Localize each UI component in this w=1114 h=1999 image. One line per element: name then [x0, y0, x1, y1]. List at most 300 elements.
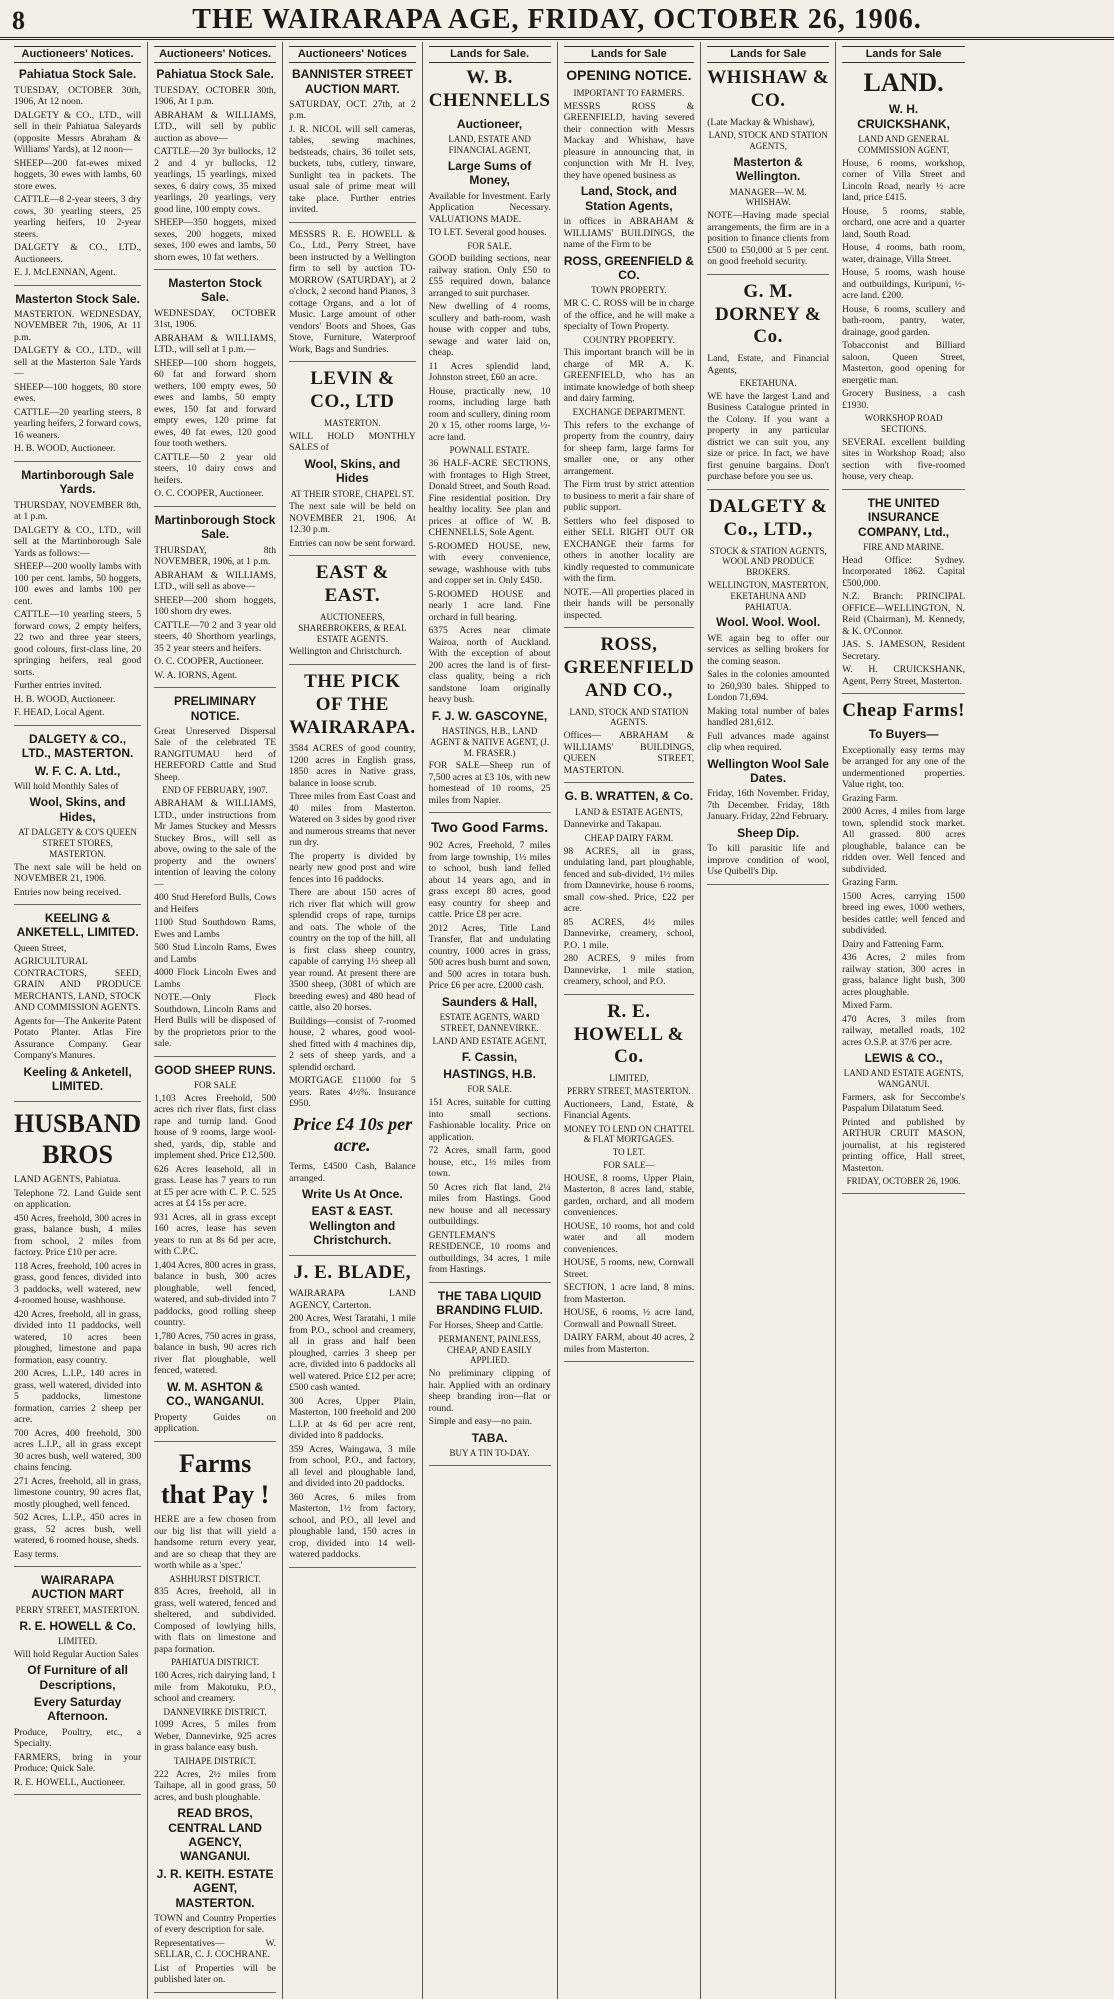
advertisement-text: MESSRS ROSS & GREENFIELD, having severed their connection with Messrs Mackay and Whishaw, have pleasure in announcing that, in conjunction with Mr H. Ivey, they have opened business as: [563, 100, 695, 181]
advertisement-title: ROSS, GREENFIELD AND CO.,: [563, 634, 695, 701]
advertisement-text: WORKSHOP ROAD SECTIONS.: [864, 413, 943, 435]
advertisement-text: LAND AND ESTATE AGENT,: [432, 1035, 547, 1046]
advertisement-text: WE have the largest Land and Business Catalogue printed in the Colony. If you want a property in any particular district we can suit you, any size or price. In fact, we have first genuine bargains. Don't purchase before you see us.: [707, 390, 830, 483]
advertisement-text: Every Saturday Afternoon.: [33, 1695, 122, 1724]
advertisement-text: 359 Acres, Waingawa, 3 mile from school, P.O., and factory, all level and ploughable land, and divided into 20 paddocks.: [289, 1443, 416, 1490]
advertisement-title: OPENING NOTICE.: [566, 67, 692, 84]
advertisement-text: Produce, Poultry, etc., a Specialty.: [14, 1726, 142, 1750]
advertisement: [154, 694, 276, 1057]
advertisement-text: FARMERS, bring in your Produce; Quick Sale.: [14, 1751, 142, 1775]
advertisement: [14, 1573, 141, 1795]
advertisement-text: ABRAHAM & WILLIAMS, LTD., will sell by public auction as above—: [154, 109, 277, 144]
advertisement-text: LAND AGENTS, Pahiatua.: [14, 1174, 121, 1186]
column-header: Auctioneers' Notices.: [154, 46, 276, 63]
advertisement-title: Martinborough Stock Sale.: [154, 512, 276, 542]
advertisement-text: 1,780 Acres, 750 acres in grass, balance in bush, 90 acres rich river flat ploughable, well fenced, watered.: [154, 1330, 277, 1377]
advertisement-text: 2012 Acres, Title Land Transfer, flat and undulating country, 1000 acres in grass, 500 acres bush burnt and sown, and 500 acres in totara bush. Price £6 per acre. £2000 cash.: [428, 922, 551, 992]
advertisement-text: 502 Acres, L.I.P., 450 acres in grass, 52 acres bush, well watered, 6 roomed house, sheds.: [14, 1512, 142, 1547]
advertisement-text: HASTINGS, H.B., LAND AGENT & NATIVE AGENT, (J. M. FRASER.): [430, 726, 550, 758]
advertisement: [429, 1289, 551, 1466]
advertisement-text: MASTERTON.: [324, 418, 381, 429]
advertisement-text: TUESDAY, OCTOBER 30th, 1906, At 12 noon.: [14, 84, 142, 108]
advertisement-text: CATTLE—10 yearling steers, 5 forward cows, 2 empty heifers, 22 two and three year steers, good colours, first-class line, 20 springing heifers, real good sorts.: [14, 609, 142, 678]
page-number: 8: [12, 6, 25, 35]
advertisement-text: W. M. ASHTON & CO., WANGANUI.: [166, 1379, 265, 1409]
advertisement-title: Martinborough Sale Yards.: [21, 467, 134, 497]
advertisement-text: 11 Acres splendid land, Johnston street, £60 an acre.: [428, 360, 551, 384]
column-4: [423, 42, 558, 1999]
advertisement-text: PAHIATUA DISTRICT.: [171, 1657, 260, 1668]
advertisement-text: 100 Acres, rich dairying land, 1 mile from Makotuku, P.O., school and creamery.: [154, 1670, 277, 1705]
advertisement-text: WE again beg to offer our services as selling brokers for the coming season.: [707, 632, 830, 667]
advertisement-text: Grocery Business, a cash £1930.: [842, 388, 966, 411]
column-header: Auctioneers' Notices: [289, 46, 416, 63]
advertisement-title: G. M. DORNEY & Co.: [715, 280, 822, 348]
advertisement-text: Dannevirke and Takapau.: [563, 819, 662, 831]
advertisement: [289, 67, 416, 223]
advertisement: [14, 468, 141, 726]
advertisement-text: ESTATE AGENTS, WARD STREET, DANNEVIRKE.: [439, 1012, 540, 1033]
advertisement-text: ROSS, GREENFIELD & CO.: [563, 253, 694, 282]
advertisement-text: Full advances made against clip when required.: [707, 730, 830, 754]
advertisement-text: END OF FEBRUARY, 1907.: [162, 785, 268, 796]
advertisement-text: LAND, ESTATE AND FINANCIAL AGENT,: [448, 134, 531, 155]
advertisement-text: Great Unreserved Dispersal Sale of the celebrated TE RANGITUMAU herd of HEREFORD Cattle and Stud Sheep.: [154, 725, 277, 783]
advertisement-text: House, 6 rooms, workshop, corner of Villa Street and Lincoln Road, nearly ½ acre land, price £415.: [842, 157, 966, 204]
advertisement-text: (Late Mackay & Whishaw),: [707, 116, 815, 128]
advertisement-text: HOUSE, 6 rooms, ½ acre land, Cornwall and Pownall Street.: [563, 1307, 695, 1330]
advertisement-text: MR C. C. ROSS will be in charge of the office, and he will make a specialty of Town Property.: [563, 298, 695, 333]
advertisement-text: LEWIS & CO.,: [864, 1051, 943, 1065]
advertisement: [154, 513, 276, 688]
advertisement-text: Wool, Skins, and Hides,: [29, 795, 126, 824]
advertisement-text: Agents for—The Ankerite Patent Potato Planter. Atlas Fire Assurance Company. Gear Company's Manures.: [14, 1015, 142, 1062]
advertisement-text: Exceptionally easy terms may be arranged for any one of the undermentioned properties. Value right, too.: [842, 744, 966, 790]
advertisement-text: WEDNESDAY, OCTOBER 31st, 1906.: [154, 307, 277, 331]
advertisement-text: 6375 Acres near climate Wairoa, north of Auckland. With the exception of about 200 acres the land is of first-class quality, being a rich sandstone loam originally heavy bush.: [428, 625, 551, 706]
advertisement-title: THE UNITED INSURANCE COMPANY, Ltd.,: [858, 495, 950, 539]
advertisement-title: PRELIMINARY NOTICE.: [173, 694, 257, 723]
column-header: Lands for Sale: [564, 46, 695, 63]
advertisement-text: HASTINGS, H.B.: [443, 1066, 536, 1081]
advertisement-text: 1500 Acres, carrying 1500 breed ing ewes, 1000 wethers, besides cattle; well fenced and subdivided.: [842, 890, 966, 936]
advertisement-text: Entries can now be sent forward.: [289, 537, 416, 549]
advertisement-text: Available for Investment. Early Application Necessary. VALUATIONS MADE.: [428, 190, 551, 225]
newspaper-title: THE WAIRARAPA AGE, FRIDAY, OCTOBER 26, 1906.: [192, 4, 922, 35]
advertisement: [707, 67, 829, 275]
advertisement-title: W. B. CHENNELLS: [428, 67, 551, 111]
advertisement-text: JAS. S. JAMESON, Resident Secretary.: [842, 639, 966, 662]
advertisement-text: Keeling & Anketell, LIMITED.: [23, 1064, 132, 1094]
advertisement-text: SATURDAY, OCT. 27th, at 2 p.m.: [289, 98, 416, 122]
advertisement-text: 5-ROOMED HOUSE and nearly 1 acre land. Fine orchard in full bearing.: [428, 588, 551, 623]
advertisement-text: 271 Acres, freehold, all in grass, limestone country, 90 acres flat, mostly ploughed, well fenced.: [14, 1475, 142, 1510]
advertisement-text: Tobacconist and Billiard saloon, Queen Street, Masterton, good opening for energetic man.: [842, 340, 966, 386]
advertisement-title: Masterton Stock Sale.: [15, 291, 140, 306]
advertisement-text: Simple and easy—no pain.: [428, 1416, 533, 1428]
advertisement-title: EAST & EAST.: [315, 562, 389, 607]
advertisement-text: EKETAHUNA.: [739, 378, 797, 389]
advertisement-text: DANNEVIRKE DISTRICT.: [163, 1706, 267, 1717]
advertisement-text: House, 5 rooms, wash house and outbuildings, Kuripuni, ½-acre land. £200.: [842, 267, 966, 302]
advertisement-text: SHEEP—350 hoggets, mixed sexes, 200 hoggets, mixed sexes, 100 ewes and lambs, 50 shorn ewes, 10 fat wethers.: [154, 217, 277, 263]
advertisement-text: DALGETY & CO., LTD., will sell at the Masterton Sale Yards—: [14, 345, 142, 380]
advertisement-text: 85 ACRES, 4½ miles Dannevirke, creamery, school, P.O. 1 mile.: [563, 916, 695, 951]
advertisement-text: 36 HALF-ACRE SECTIONS, with frontages to High Street, Donald Street, and South Road. Fine residential position. Dry healthy locality. See plan and prices at office of W. B. CHENNELLS, Sole Agent.: [428, 458, 551, 539]
advertisement-text: Will hold Regular Auction Sales: [14, 1648, 139, 1660]
advertisement-text: E. J. McLENNAN, Agent.: [14, 267, 116, 279]
advertisement-title: R. E. HOWELL & Co.: [573, 1000, 684, 1068]
column-header: Auctioneers' Notices.: [14, 46, 141, 63]
advertisement-text: CATTLE—8 2-year steers, 3 dry cows, 30 yearling steers, 25 yearling heifers, 10 2-year steers.: [14, 194, 142, 240]
advertisement-text: 151 Acres, suitable for cutting into small sections. Fashionable locality. Price on application.: [428, 1097, 551, 1143]
advertisement: [289, 562, 416, 664]
advertisement-text: F. HEAD, Local Agent.: [14, 707, 105, 719]
advertisement-text: ASHHURST DISTRICT.: [169, 1573, 261, 1584]
advertisement: [564, 634, 695, 783]
advertisement-text: AT THEIR STORE, CHAPEL ST.: [290, 488, 415, 499]
advertisement-text: Write Us At Once.: [302, 1187, 403, 1201]
advertisement-text: HOUSE, 10 rooms, hot and cold water and all modern conveniences.: [563, 1220, 695, 1255]
advertisement-text: MORTGAGE £11000 for 5 years. Rates 4½%. Insurance £950.: [289, 1075, 416, 1110]
advertisement-title: Two Good Farms.: [430, 819, 549, 836]
advertisement-text: New dwelling of 4 rooms, scullery and bath-room, wash house with copper and tubs, sewage and water laid on, cheap.: [428, 301, 551, 359]
advertisement-text: FOR SALE—Sheep run of 7,500 acres at £3 10s, with new homestead of 10 rooms, 25 miles from Napier.: [428, 760, 551, 806]
advertisement-text: R. E. HOWELL, Auctioneer.: [14, 1776, 126, 1788]
advertisement-text: THURSDAY, 8th NOVEMBER, 1906, at 1 p.m.: [154, 544, 277, 568]
advertisement-text: HERE are a few chosen from our big list that will yield a handsome return every year, and are so cheap that they are worth while as a 'spec.': [154, 1514, 277, 1572]
advertisement-text: 470 Acres, 3 miles from railway, metalled roads, 102 acres O.S.P. at 37/6 per acre.: [842, 1013, 966, 1048]
advertisement-text: WILL HOLD MONTHLY SALES of: [289, 430, 416, 454]
advertisement-text: WAIRARAPA LAND AGENCY, Carterton.: [289, 1288, 416, 1311]
advertisement-text: FOR SALE: [193, 1080, 237, 1091]
advertisement-text: 400 Stud Hereford Bulls, Cows and Heifers: [154, 892, 277, 915]
advertisement-text: 902 Acres, Freehold, 7 miles from large township, 1½ miles to school, bush land felled about 14 years ago, and in grass except 80 acres, good easy country for sheep and cattle. Price £8 per acre.: [428, 840, 551, 921]
column-5: [558, 42, 702, 1999]
advertisement-title: Pahiatua Stock Sale.: [18, 67, 137, 82]
advertisement-text: SHEEP—100 shorn hoggets, 60 fat and forward shorn wethers, 100 empty ewes, 50 ewes and lambs, 50 empty ewes, 150 fat and forward empty ewes, 120 prime fat ewes, 40 fat ewes, 120 good four tooth wethers.: [154, 357, 277, 450]
advertisement-text: in offices in ABRAHAM & WILLIAMS' BUILDINGS, the name of the Firm to be: [563, 216, 695, 251]
advertisement: [707, 496, 829, 885]
advertisement-text: R. E. HOWELL & Co.: [19, 1618, 136, 1633]
advertisement: [289, 368, 416, 556]
advertisement-text: SHEEP—200 shorn hoggets, 100 shorn dry ewes.: [154, 594, 277, 618]
advertisement-title: GOOD SHEEP RUNS.: [154, 1062, 276, 1077]
advertisement-text: House, 5 rooms, stable, orchard, one acre and a quarter land, South Road.: [842, 205, 966, 240]
advertisement-text: TUESDAY, OCTOBER 30th, 1906, At 1 p.m.: [154, 84, 277, 108]
column-header: Lands for Sale: [842, 46, 965, 63]
advertisement-text: Wellington Wool Sale Dates.: [707, 756, 829, 786]
advertisement-text: The Firm trust by strict attention to business to merit a fair share of public support.: [563, 479, 695, 514]
advertisement-text: Auctioneer,: [456, 116, 523, 131]
advertisement-text: The next sale will be held on NOVEMBER 21, 1906. At 12.30 p.m.: [289, 501, 416, 536]
advertisement-title: THE TABA LIQUID BRANDING FLUID.: [436, 1288, 543, 1317]
advertisement-title: G. B. WRATTEN, & Co.: [564, 789, 694, 804]
advertisement-text: TOWN PROPERTY.: [591, 285, 667, 296]
advertisement-title: Farms that Pay !: [160, 1448, 270, 1509]
advertisement-text: H. B. WOOD, Auctioneer.: [14, 693, 116, 705]
advertisement: [564, 789, 695, 994]
advertisement-text: O. C. COOPER, Auctioneer.: [154, 488, 264, 500]
advertisement-text: TO LET.: [612, 1147, 645, 1158]
advertisement-text: CATTLE—20 3yr bullocks, 12 2 and 4 yr bullocks, 12 yearlings, 15 yearlings, mixed sexes, 6 dairy cows, 35 mixed yearlings, 20 yearlings, very good line, 100 empty cows.: [154, 146, 277, 215]
advertisement-text: IMPORTANT TO FARMERS.: [573, 87, 685, 98]
advertisement-text: 72 Acres, small farm, good house, etc., 1½ miles from town.: [428, 1145, 551, 1180]
advertisement-text: 5-ROOMED HOUSE, new, with every convenience, sewage, washhouse with tubs and copper set in. Only £450.: [428, 540, 551, 587]
column-header: Lands for Sale.: [429, 46, 551, 63]
advertisement-text: Entries now being received.: [14, 886, 122, 898]
column-2: [148, 42, 283, 1999]
advertisement-text: Dairy and Fattening Farm.: [842, 938, 944, 950]
advertisement-text: 360 Acres, 6 miles from Masterton, 1½ from factory, school, and P.O., all level and ploughable land, 150 acres in crop, divided into 14 well-watered paddocks.: [289, 1491, 416, 1561]
advertisement-text: Grazing Farm.: [842, 792, 899, 804]
advertisement-title: LEVIN & CO., LTD: [310, 368, 395, 413]
advertisement-title: Cheap Farms!: [842, 700, 965, 722]
advertisement-text: HOUSE, 8 rooms, Upper Plain, Masterton, 8 acres land, stable, garden, orchard, and all modern conveniences.: [563, 1172, 695, 1219]
advertisement-text: Masterton & Wellington.: [733, 154, 803, 184]
advertisement-text: House, 4 rooms, bath room, water, drainage, Villa Street.: [842, 242, 966, 265]
advertisement-text: 98 ACRES, all in grass, undulating land, part ploughable, fenced and sub-divided, 1½ miles from Dannevirke, house 6 rooms, small cow-shed. Price, £22 per acre.: [563, 845, 695, 915]
advertisement: [14, 732, 141, 905]
advertisement-text: 700 Acres, 400 freehold, 300 acres L.I.P., all in grass except 30 acres bush, well watered, 300 chains fencing.: [14, 1427, 142, 1474]
advertisement: [429, 67, 551, 813]
advertisement-text: W. H. CRUICKSHANK,: [857, 102, 950, 131]
advertisement-text: TOWN and Country Properties of every description for sale.: [154, 1912, 277, 1936]
advertisement-text: Making total number of bales handled 281,612.: [707, 705, 830, 729]
advertisement-text: 280 ACRES, 9 miles from Dannevirke, 1 mile station, creamery, school, and P.O.: [563, 953, 695, 988]
advertisement-text: House, 6 rooms, scullery and bath-room, pantry, water, drainage, good garden.: [842, 303, 966, 338]
advertisement-text: Farmers, ask for Seccombe's Paspalum Dilatatum Seed.: [842, 1091, 966, 1115]
advertisement-text: POWNALL ESTATE.: [449, 445, 530, 456]
advertisement-text: AT DALGETY & CO'S QUEEN STREET STORES, MASTERTON.: [18, 827, 137, 859]
column-3: [283, 42, 423, 1999]
advertisement-text: Settlers who feel disposed to either SELL RIGHT OUT OR EXCHANGE their farms for others in another locality are kindly requested to communicate with the firm.: [563, 515, 695, 585]
advertisement-text: TABA.: [471, 1430, 508, 1445]
advertisement: [14, 911, 141, 1102]
advertisement-text: F. Cassin,: [461, 1049, 518, 1064]
advertisement-text: 500 Stud Lincoln Rams, Ewes and Lambs: [154, 942, 277, 965]
advertisement-text: There are about 150 acres of rich river flat which will grow splendid crops of rape, turnips and oats. The whole of the country on the top of the hill, all is first class sheep country, capable of carrying 1½ sheep all year round. At present there are 3500 sheep, (3081 of which are breeding ewes) and 480 head of cattle, also 20 horses.: [289, 887, 416, 1014]
advertisement: [154, 276, 276, 507]
advertisement-text: COUNTRY PROPERTY.: [583, 334, 675, 345]
advertisement-text: 1,103 Acres Freehold, 500 acres rich river flats, first class rape and turnip land. Good house of 9 rooms, large wool-shed, yards, dip, stable and implement shed. Price £12,500.: [154, 1092, 277, 1162]
advertisement-text: 300 Acres, Upper Plain, Masterton, 100 freehold and 200 L.I.P. at 4s 6d per acre rent, divided into 8 paddocks.: [289, 1395, 416, 1442]
advertisement-text: 200 Acres, West Taratahi, 1 mile from P.O., school and creamery, all in grass and half been ploughed, carries 3 sheep per acre, divided into 6 paddocks all well watered. Price £12 per acre; £500 cash wanted.: [289, 1313, 416, 1394]
advertisement-text: FRIDAY, OCTOBER 26, 1906.: [846, 1176, 961, 1187]
advertisement-text: CHEAP DAIRY FARM.: [584, 832, 674, 843]
advertisement-text: O. C. COOPER, Auctioneer.: [154, 656, 264, 668]
advertisement-text: This refers to the exchange of property from the country, dairy for sheep farm, large farms for smaller one, or any other arrangement.: [563, 419, 695, 477]
columns: [8, 42, 1106, 1986]
advertisement-text: ABRAHAM & WILLIAMS, LTD., will sell at 1 p.m.—: [154, 332, 277, 356]
masthead: [0, 0, 1114, 40]
advertisement-title: DALGETY & Co., LTD.,: [708, 495, 828, 540]
advertisement-text: SECTION, 1 acre land, 8 mins. from Masterton.: [563, 1282, 695, 1305]
advertisement-text: 835 Acres, freehold, all in grass, well watered, fenced and sheltered, and subdivided. Composed of lowlying hills, with flats on limestone and papa formation.: [154, 1586, 277, 1655]
advertisement-title: KEELING & ANKETELL, LIMITED.: [16, 911, 139, 940]
advertisement: [564, 67, 695, 628]
advertisement-text: 1100 Stud Southdown Rams, Ewes and Lambs: [154, 917, 277, 940]
advertisement: [842, 700, 965, 1194]
advertisement-text: Three miles from East Coast and 40 miles from Masterton. Watered on 3 sides by good river and numerous streams that never run dry.: [289, 791, 416, 849]
advertisement-text: PERRY STREET, MASTERTON.: [15, 1604, 140, 1615]
advertisement-text: Queen Street,: [14, 942, 67, 954]
advertisement-title: LAND.: [863, 68, 944, 98]
advertisement-title: J. E. BLADE,: [293, 1261, 412, 1283]
advertisement-text: J. R. KEITH. ESTATE AGENT, MASTERTON.: [156, 1866, 274, 1910]
advertisement-text: FIRE AND MARINE.: [863, 542, 944, 553]
advertisement-text: GOOD building sections, near railway station. Only £50 to £55 required down, balance arranged to suit purchaser.: [428, 253, 551, 299]
advertisement-text: EAST & EAST. Wellington and Christchurch.: [309, 1204, 396, 1248]
advertisement-title: WAIRARAPA AUCTION MART: [31, 1573, 124, 1602]
advertisement-text: Price £4 10s per acre.: [292, 1113, 413, 1156]
advertisement-text: Sales in the colonies amounted to 260,930 bales. Shipped to London 71,694.: [707, 669, 830, 704]
advertisement-title: BANNISTER STREET AUCTION MART.: [292, 67, 413, 96]
advertisement-text: DAIRY FARM, about 40 acres, 2 miles from Masterton.: [563, 1332, 695, 1355]
advertisement-text: DALGETY & CO., LTD., Auctioneers.: [14, 242, 142, 265]
advertisement-text: No preliminary clipping of hair. Applied with an ordinary sheep branding iron—flat or round.: [428, 1368, 551, 1414]
advertisement-text: Printed and published by ARTHUR CRUIT MASON, journalist, at his registered printing office, Hall street, Masterton.: [842, 1116, 966, 1174]
advertisement-text: Large Sums of Money,: [447, 158, 532, 188]
advertisement-title: Pahiatua Stock Sale.: [156, 67, 274, 82]
advertisement-text: AGRICULTURAL CONTRACTORS, SEED, GRAIN AND PRODUCE MERCHANTS, LAND, STOCK AND COMMISSION AGENTS.: [14, 956, 142, 1014]
advertisement-text: SHEEP—100 hoggets, 80 store ewes.: [14, 381, 142, 405]
advertisement-text: GENTLEMAN'S RESIDENCE, 10 rooms and outbuildings, 34 acres, 1 mile from Hastings.: [428, 1229, 551, 1276]
advertisement: [14, 67, 141, 285]
advertisement-text: LAND & ESTATE AGENTS,: [574, 806, 683, 817]
advertisement-text: J. R. NICOL will sell cameras, tables, sewing machines, bedsteads, chairs, 36 toilet sets, buckets, tubs, cutlery, tinware, Sunlight tea in packets. The usual sale of prime meat will take place. Further entries invited.: [289, 123, 416, 216]
column-6: [701, 42, 836, 1999]
advertisement: [707, 281, 829, 490]
advertisement-text: DALGETY & CO., LTD., will sell at the Martinborough Sale Yards as follows:—: [14, 524, 142, 559]
advertisement-text: Buildings—consist of 7-roomed house, 2 whares, good wool-shed fitted with 4 machines dip, 2 sets of sheep yards, and a splendid orchard.: [289, 1015, 416, 1073]
column-1: [8, 42, 148, 1999]
advertisement-text: CATTLE—20 yearling steers, 8 yearling heifers, 2 forward cows, 16 weaners.: [14, 406, 142, 441]
advertisement-text: F. J. W. GASCOYNE,: [431, 708, 548, 723]
advertisement-text: 118 Acres, freehold, 100 acres in grass, good fences, divided into 3 paddocks, well watered, new 4-roomed house, washhouse.: [14, 1260, 142, 1307]
advertisement-text: NOTE—Having made special arrangements, the firm are in a position to finance clients from £500 to £50,000 at 5 per cent. on good freehold security.: [707, 210, 830, 268]
advertisement-text: MESSRS R. E. HOWELL & Co., Ltd., Perry Street, have been instructed by a Wellington firm to sell by auction TO-MORROW (SATURDAY), at 2 o'clock, 2 second hand Pianos, 3 cottage Organs, and a lot of Music. Large amount of other vendors' Boots and Shoes, Gas Stove, Furniture, Waterproof Work, Bags and Sundries.: [289, 228, 416, 355]
advertisement-text: Saunders & Hall,: [441, 994, 538, 1009]
advertisement-text: MANAGER—W. M. WHISHAW.: [729, 186, 807, 208]
advertisement-text: CATTLE—50 2 year old steers, 10 dairy cows and heifers.: [154, 451, 277, 486]
advertisement-text: READ BROS, CENTRAL LAND AGENCY, WANGANUI.: [168, 1806, 262, 1864]
advertisement-text: NOTE.—All properties placed in their hands will be personally inspected.: [563, 586, 695, 621]
advertisement: [564, 1001, 695, 1363]
advertisement: [842, 67, 965, 490]
advertisement-text: This important branch will be in charge of MR A. K. GREENFIELD, who has an intimate knowledge of both sheep and dairy farming.: [563, 347, 695, 405]
advertisement: [289, 229, 416, 363]
advertisement-text: The property is divided by nearly new good post and wire fences into 16 paddocks.: [289, 850, 416, 885]
advertisement-text: H. B. WOOD, Auctioneer.: [14, 443, 116, 455]
advertisement-title: DALGETY & CO., LTD., MASTERTON.: [21, 731, 134, 761]
advertisement: [289, 671, 416, 1256]
advertisement-text: STOCK & STATION AGENTS, WOOL AND PRODUCE BROKERS.: [709, 545, 827, 578]
advertisement-text: BUY A TIN TO-DAY.: [449, 1448, 530, 1459]
column-header: Lands for Sale: [707, 46, 829, 63]
advertisement-text: THURSDAY, NOVEMBER 8th, at 1 p.m.: [14, 499, 142, 523]
advertisement-text: Will hold Monthly Sales of: [14, 780, 119, 792]
advertisement-text: Land, Stock, and Station Agents,: [580, 184, 677, 213]
advertisement-text: ABRAHAM & WILLIAMS, LTD., will sell as above—: [154, 569, 277, 593]
advertisement-text: 931 Acres, all in grass except 160 acres, lease has seven years to run at 8s 6d per acre, with C.P.C.: [154, 1211, 277, 1258]
advertisement-text: W. F. C. A. Ltd.,: [34, 763, 121, 778]
advertisement: [842, 496, 965, 694]
advertisement-text: SEVERAL excellent building sites in Workshop Road; also section with five-roomed house, very cheap.: [842, 436, 966, 483]
advertisement-text: To kill parasitic life and improve condition of wool, Use Quibell's Dip.: [707, 843, 830, 878]
advertisement-text: TAIHAPE DISTRICT.: [174, 1755, 257, 1766]
advertisement-text: Auctioneers, Land, Estate, & Financial Agents.: [563, 1098, 695, 1122]
advertisement: [429, 819, 551, 1282]
advertisement-text: Telephone 72. Land Guide sent on application.: [14, 1187, 142, 1211]
advertisement-text: Wool. Wool. Wool.: [716, 615, 821, 630]
advertisement-text: Head Office: Sydney. Incorporated 1862. Capital £500,000.: [842, 554, 966, 589]
advertisement-text: Land, Estate, and Financial Agents,: [707, 353, 830, 376]
advertisement-text: FOR SALE.: [467, 240, 512, 251]
advertisement: [154, 67, 276, 270]
advertisement-text: Mixed Farm.: [842, 1000, 893, 1011]
advertisement-text: Property Guides on application.: [154, 1411, 277, 1435]
advertisement-text: LIMITED,: [609, 1073, 649, 1084]
advertisement-text: DALGETY & CO., LTD., will sell in their Pahiatua Saleyards (opposite Messrs Abraham & Williams' Yards), at 12 noon—: [14, 109, 142, 156]
advertisement-text: LIMITED.: [57, 1636, 98, 1646]
advertisement-text: FOR SALE.: [467, 1084, 512, 1095]
advertisement-text: LAND AND GENERAL COMMISSION AGENT,: [857, 134, 950, 155]
advertisement-text: To Buyers—: [868, 727, 939, 742]
advertisement-text: LAND, STOCK AND STATION AGENTS.: [569, 706, 689, 728]
advertisement-text: HOUSE, 5 rooms, new, Cornwall Street.: [563, 1257, 695, 1280]
advertisement-text: MASTERTON. WEDNESDAY, NOVEMBER 7th, 1906, At 11 p.m.: [14, 308, 142, 343]
advertisement-text: Wool, Skins, and Hides: [304, 456, 401, 486]
advertisement-title: Masterton Stock Sale.: [168, 276, 262, 305]
advertisement-text: WELLINGTON, MASTERTON, EKETAHUNA AND PAHIATUA.: [707, 579, 829, 612]
advertisement-text: MONEY TO LEND ON CHATTEL & FLAT MORTGAGES.: [563, 1123, 695, 1145]
advertisement-text: SHEEP—200 woolly lambs with 100 per cent. lambs, 50 hoggets, 100 ewes and lambs 100 per cent.: [14, 561, 142, 607]
advertisement-text: FOR SALE—: [603, 1160, 655, 1171]
advertisement-text: For Horses, Sheep and Cattle.: [428, 1320, 544, 1332]
advertisement-text: LAND AND ESTATE AGENTS, WANGANUI.: [843, 1068, 964, 1090]
advertisement-text: ABRAHAM & WILLIAMS, LTD., under instructions from Mr James Stuckey and Messrs Stuckey Bros., will sell as above, owing to the sale of the property and the owners' intention of leaving the colony—: [154, 798, 277, 890]
advertisement-text: Sheep Dip.: [737, 825, 800, 840]
advertisement-text: TO LET. Several good houses.: [428, 227, 547, 239]
advertisement-text: The next sale will be held on NOVEMBER 21, 1906.: [14, 861, 142, 885]
advertisement-text: 222 Acres, 2½ miles from Taihape, all in good grass, 50 acres, and bush ploughable.: [154, 1768, 277, 1803]
advertisement-text: Grazing Farm.: [842, 877, 899, 888]
advertisement: [14, 1108, 141, 1567]
advertisement-text: Terms, £4500 Cash, Balance arranged.: [289, 1161, 416, 1184]
advertisement-title: HUSBAND BROS: [14, 1108, 142, 1169]
advertisement-text: 3584 ACRES of good country, 1200 acres in English grass, 1850 acres in Native grass, balance in loose scrub.: [289, 743, 416, 789]
advertisement-text: Further entries invited.: [14, 680, 102, 692]
column-7: [836, 42, 971, 1999]
advertisement-text: Easy terms.: [14, 1548, 59, 1560]
advertisement-text: Wellington and Christchurch.: [289, 646, 403, 658]
advertisement-text: 2000 Acres, 4 miles from large town, splendid stock market. All grassed. 800 acres ploughable, balance can be ridden over. Well fenced and subdivided.: [842, 806, 966, 875]
advertisement-text: N.Z. Branch: PRINCIPAL OFFICE—WELLINGTON, N. Reid (Chairman), M. Kennedy, & K. O'Connor.: [842, 591, 966, 637]
advertisement-text: 420 Acres, freehold, all in grass, divided into 11 paddocks, well watered, 10 acres been ploughed, limestone and papa formation, easy country.: [14, 1308, 142, 1366]
advertisement-text: Of Furniture of all Descriptions,: [27, 1663, 128, 1692]
advertisement-text: PERRY STREET, MASTERTON.: [566, 1085, 691, 1096]
advertisement-text: NOTE.—Only Flock Southdown, Lincoln Rams and Herd Bulls will be disposed of by the proprietors prior to the sale.: [154, 992, 277, 1050]
advertisement-text: Representatives— W. SELLAR, C. J. COCHRANE.: [154, 1937, 277, 1961]
advertisement-text: House, practically new, 10 rooms, including large bath room and scullery, dining room 20 x 15, other rooms large, ½-acre land.: [428, 385, 551, 443]
advertisement: [154, 1448, 276, 1993]
advertisement-text: List of Properties will be published later on.: [154, 1962, 277, 1986]
advertisement-text: CATTLE—70 2 and 3 year old steers, 40 Shorthorn yearlings, 35 2 year steers and heifers.: [154, 619, 277, 654]
advertisement-text: Offices— ABRAHAM & WILLIAMS' BUILDINGS, QUEEN STREET, MASTERTON.: [563, 730, 695, 776]
advertisement-text: SHEEP—200 fat-ewes mixed hoggets, 30 ewes with lambs, 60 store ewes.: [14, 157, 142, 192]
advertisement: [14, 292, 141, 462]
